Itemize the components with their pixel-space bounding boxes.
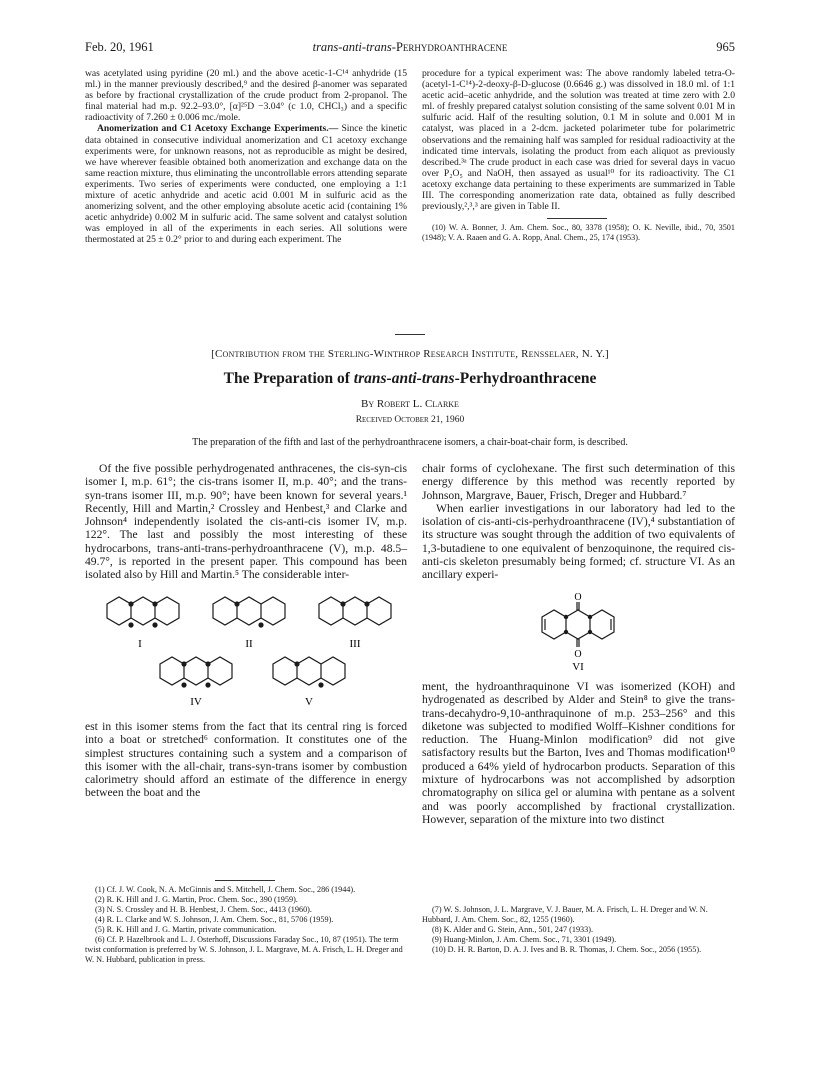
previous-article-left-column xyxy=(85,68,407,246)
header-date: Feb. 20, 1961 xyxy=(85,40,154,54)
paragraph: was acetylated using pyridine (20 ml.) and the above acetic-1-C¹⁴ anhydride (15 ml.) in the manner previously described,⁹ and the desired β-anomer was separated as before by fractional crystallization of the crude product from 2-propanol. The final material had m.p. 92.2–93.0°, [α]²⁵D −3.04° (c 1.0, CHCl₃) and a specific radioactivity of 7.260 ± 0.006 mc./mole. xyxy=(85,68,407,124)
structure-vi-figure xyxy=(530,592,630,672)
header-page-number: 965 xyxy=(716,40,735,54)
carbonyl-oxygen-bottom: O xyxy=(574,649,582,660)
contribution-line: [Contribution from the Sterling-Winthrop Research Institute, Rensselaer, N. Y.] xyxy=(211,348,609,360)
paragraph: ment, the hydroanthraquinone VI was isomerized (KOH) and hydrogenated as described by Alder and Stein⁸ to give the trans-trans-decahydro-9,10-anthraquinone of m.p. 253–256° and this diketone was subjected to modified Wolff–Kishner conditions for reduction. The Huang-Minlon modification⁹ did not give satisfactory results but the Barton, Ives and Thomas modification¹⁰ produced a 64% yield of hydrocarbon products. Separation of this mixture of hydrocarbons was not accomplished by adsorption chromatography on silica gel or alumina with pentane as a solvent and was poorly accomplished by fractional crystallization. However, separation of the mixture into two distinct xyxy=(422,680,735,826)
footnote: (4) R. L. Clarke and W. S. Johnson, J. Am. Chem. Soc., 81, 5706 (1959). xyxy=(95,915,334,924)
article-divider xyxy=(395,334,425,335)
footnote: (1) Cf. J. W. Cook, N. A. McGinnis and S. Mitchell, J. Chem. Soc., 286 (1944). xyxy=(95,885,356,894)
structure-label-v: V xyxy=(305,696,313,708)
author-byline: By Robert L. Clarke xyxy=(361,398,459,410)
footnote: (8) K. Alder and G. Stein, Ann., 501, 247 (1933). xyxy=(432,925,594,934)
structure-i xyxy=(107,597,179,625)
footnote-block xyxy=(422,223,735,243)
footnote: (5) R. K. Hill and J. G. Martin, private communication. xyxy=(95,925,277,934)
structure-label-iv: IV xyxy=(190,696,202,708)
abstract: The preparation of the fifth and last of the perhydroanthracene isomers, a chair-boat-chair form, is described. xyxy=(192,437,628,448)
header-title-smallcaps: Perhydroanthracene xyxy=(395,40,508,54)
structure-label-iii: III xyxy=(349,638,361,650)
body-left-column-2 xyxy=(85,720,407,800)
footnote: (10) D. H. R. Barton, D. A. J. Ives and B. R. Thomas, J. Chem. Soc., 2056 (1955). xyxy=(432,945,702,954)
title-text: -Perhydroanthracene xyxy=(454,370,597,387)
footnote: (7) W. S. Johnson, J. L. Margrave, V. J. Bauer, M. A. Frisch, L. H. Dreger and W. N. Hubbard, J. Am. Chem. Soc., 82, 1255 (1960). xyxy=(422,905,708,924)
paragraph: When earlier investigations in our laboratory had led to the isolation of cis-anti-cis-perhydroanthracene (IV),⁴ substantiation of its structure was sought through the addition of two equivalents of 1,3-butadiene to one equivalent of benzoquinone, the required cis-anti-cis skeleton presumably being formed; cf. structure VI. As an ancillary experi- xyxy=(422,501,735,582)
header-title-italic: trans-anti-trans- xyxy=(312,40,396,54)
structure-v xyxy=(273,657,345,685)
footnote-divider xyxy=(215,880,275,881)
footnotes-right xyxy=(422,905,735,955)
paragraph: chair forms of cyclohexane. The first such determination of this energy difference by this method was recently reported by Johnson, Margrave, Bauer, Frisch, Dreger and Hubbard.⁷ xyxy=(422,462,735,502)
paragraph: est in this isomer stems from the fact that its central ring is forced into a boat or stretched⁶ conformation. It constitutes one of the simplest structures containing such a system and a comparison of this isomer with the all-chair, trans-syn-trans isomer by combustion calorimetry should afford an estimate of the difference in energy between the boat and the xyxy=(85,720,407,800)
structure-label-i: I xyxy=(138,638,142,650)
footnote: (9) Huang-Minlon, J. Am. Chem. Soc., 71, 3301 (1949). xyxy=(432,935,617,944)
structure-label-ii: II xyxy=(245,638,253,650)
structure-iv xyxy=(160,657,232,685)
body-left-column-1 xyxy=(85,462,407,582)
carbonyl-oxygen-top: O xyxy=(574,592,582,603)
title-italic: trans-anti-trans xyxy=(353,370,455,387)
paragraph: Of the five possible perhydrogenated anthracenes, the cis-syn-cis isomer I, m.p. 61°; the cis-trans isomer II, m.p. 40°; and the trans-syn-trans isomer III, m.p. 90°; have been known for several years.¹ Recently, Hill and Martin,² Crossley and Henbest,³ and Clarke and Johnson⁴ independently isolated the cis-anti-cis isomer IV, m.p. 122°. The last and possibly the most interesting of these hydrocarbons, trans-anti-trans-perhydroanthracene (V), m.p. 48.5–49.7°, is reported in the present paper. This compound has been isolated also by Hill and Martin.⁵ The considerable inter- xyxy=(85,462,407,582)
body-right-column-2 xyxy=(422,680,735,826)
previous-article-right-column xyxy=(422,68,735,243)
footnote: (2) R. K. Hill and J. G. Martin, Proc. Chem. Soc., 390 (1959). xyxy=(95,895,298,904)
structure-label-vi: VI xyxy=(572,661,584,672)
footnote: (6) Cf. P. Hazelbrook and L. J. Osterhoff, Discussions Faraday Soc., 10, 87 (1951). The term twist conformation is preferred by W. S. Johnson, J. L. Margrave, M. A. Frisch, L. H. Dreger and W. N. Hubbard, publication in press. xyxy=(85,935,403,964)
article-title xyxy=(85,370,735,388)
footnote-divider xyxy=(547,218,607,219)
section-heading: Anomerization and C1 Acetoxy Exchange Experiments.— xyxy=(97,123,339,135)
header-running-title xyxy=(85,40,735,55)
title-text: The Preparation of xyxy=(223,370,354,387)
footnote: (3) N. S. Crossley and H. B. Henbest, J. Chem. Soc., 4413 (1960). xyxy=(95,905,312,914)
structure-iii xyxy=(319,597,391,625)
structure-ii xyxy=(213,597,285,625)
paragraph: procedure for a typical experiment was: The above randomly labeled tetra-O-(acetyl-1-C¹⁴)-2-deoxy-β-D-glucose (0.6646 g.) was dissolved in 18.0 ml. of 1:1 acetic acid–acetic anhydride, and the solution was treated at time zero with 2.0 ml. of freshly prepared catalyst solution consisting of the same solvent 0.01 M in sulfuric acid. Half of the resulting solution, 0.1 M in solute and 0.001 M in catalyst, was placed in a 2-dcm. jacketed polarimeter tube for polarimetric observations and the remaining half was sampled for residual radioactivity at the indicated time intervals, isolating the product from each aliquot as previously described.³ᵃ The crude product in each case was dried for several days in vacuo over P₂O₅ and NaOH, then assayed as usual¹⁰ for its radioactivity. The C1 acetoxy exchange data pertaining to these experiments are summarized in Table III. The corresponding anomerization rate data, obtained as fully described previously,²,³,³ are given in Table II. xyxy=(422,68,735,213)
received-date: Received October 21, 1960 xyxy=(355,415,465,425)
body-right-column-1 xyxy=(422,462,735,582)
paragraph-text: Since the kinetic data obtained in consecutive individual anomerization and C1 acetoxy exchange experiments were, for unknown reasons, not as reproducible as might be desired, we have wherever feasible obtained both anomerization and exchange data on the same reaction mixture, thus eliminating the uncontrollable errors attending separate experiments. Two series of experiments were conducted, one employing a 1:1 mixture of acetic anhydride and acetic acid 0.001 M in sulfuric acid as the anomerizing solvent, and the other employing absolute acetic acid (containing 1% acetic anhydride) 0.002 M in sulfuric acid. The same solvent and catalyst solution was employed in all of the experiments in each series. All solutions were thermostated at 25 ± 0.2° prior to and during each experiment. The xyxy=(85,123,407,246)
running-header xyxy=(85,40,735,58)
footnotes-left xyxy=(85,880,407,965)
structures-figure xyxy=(85,587,407,709)
footnote: (10) W. A. Bonner, J. Am. Chem. Soc., 80, 3378 (1958); O. K. Neville, ibid., 70, 3501 (1948); V. A. Raaen and G. A. Ropp, Anal. Chem., 25, 174 (1953). xyxy=(422,223,735,243)
paragraph xyxy=(85,123,407,245)
